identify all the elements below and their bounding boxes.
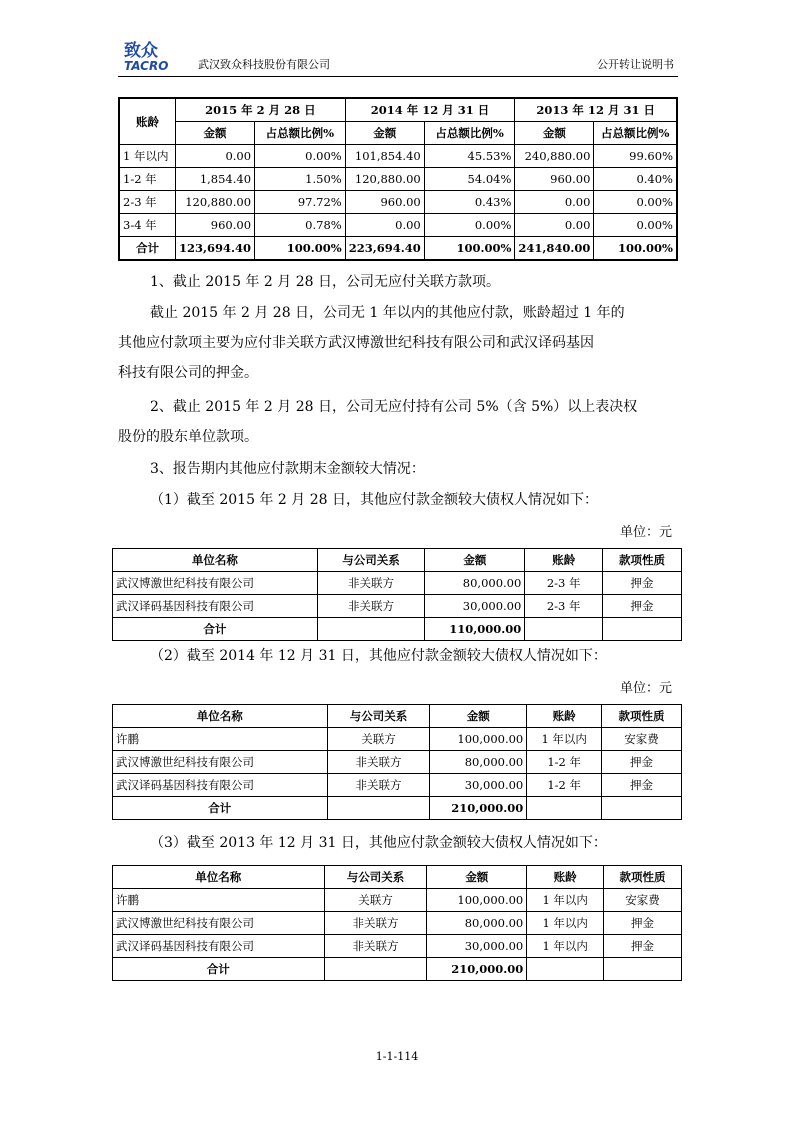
cell: 30,000.00 <box>430 774 527 797</box>
column-header: 单位名称 <box>113 549 318 572</box>
cell: 120,880.00 <box>345 168 424 191</box>
cell: 0.00 <box>515 214 594 237</box>
cell <box>603 618 682 641</box>
cell: 100.00% <box>594 237 677 261</box>
column-header: 账龄 <box>525 549 603 572</box>
cell: 0.00 <box>176 145 255 168</box>
cell: 押金 <box>604 912 682 935</box>
total-label: 合计 <box>113 618 318 641</box>
cell: 99.60% <box>594 145 677 168</box>
table-row <box>113 889 682 912</box>
cell: 押金 <box>603 572 682 595</box>
cell: 960.00 <box>345 191 424 214</box>
cell: 1-2 年 <box>527 751 602 774</box>
total-label: 合计 <box>113 958 325 981</box>
cell: 2-3 年 <box>525 572 603 595</box>
table-row <box>113 595 682 618</box>
subheader: 金额 <box>515 122 594 145</box>
table-row <box>119 168 677 191</box>
cell: 非关联方 <box>317 572 425 595</box>
creditor-table-2015 <box>112 548 682 641</box>
cell: 960.00 <box>515 168 594 191</box>
paragraph: 3、报告期内其他应付款期末金额较大情况： <box>150 461 425 477</box>
cell: 非关联方 <box>317 595 425 618</box>
table-row <box>113 751 682 774</box>
cell: 80,000.00 <box>427 912 527 935</box>
svg-text:致众: 致众 <box>124 41 158 61</box>
cell: 关联方 <box>327 728 430 751</box>
cell: 80,000.00 <box>430 751 527 774</box>
cell: 押金 <box>603 595 682 618</box>
cell: 97.72% <box>255 191 346 214</box>
cell: 1 年以内 <box>527 889 604 912</box>
paragraph: 股份的股东单位款项。 <box>118 429 258 445</box>
cell: 1,854.40 <box>176 168 255 191</box>
cell: 240,880.00 <box>515 145 594 168</box>
column-header: 单位名称 <box>113 705 328 728</box>
cell: 0.00 <box>345 214 424 237</box>
total-row <box>113 797 682 820</box>
cell: 许鹏 <box>113 889 325 912</box>
cell: 安家费 <box>602 728 682 751</box>
document-title: 公开转让说明书 <box>597 58 674 71</box>
section-heading: （1）截至 2015 年 2 月 28 日，其他应付款金额较大债权人情况如下： <box>150 492 598 508</box>
cell: 0.00 <box>515 191 594 214</box>
column-header: 与公司关系 <box>324 866 427 889</box>
cell: 武汉译码基因科技有限公司 <box>113 935 325 958</box>
subheader: 占总额比例% <box>594 122 677 145</box>
cell: 1 年以内 <box>527 912 604 935</box>
cell: 许鹏 <box>113 728 328 751</box>
cell: 1.50% <box>255 168 346 191</box>
creditor-table-2014 <box>112 704 682 820</box>
company-name: 武汉致众科技股份有限公司 <box>198 58 330 71</box>
aging-row-header: 账龄 <box>119 98 176 145</box>
cell <box>324 958 427 981</box>
cell: 100,000.00 <box>430 728 527 751</box>
column-header: 金额 <box>425 549 525 572</box>
cell: 安家费 <box>604 889 682 912</box>
cell: 押金 <box>602 751 682 774</box>
aging-label: 1-2 年 <box>119 168 176 191</box>
cell: 武汉博激世纪科技有限公司 <box>113 912 325 935</box>
period-header: 2014 年 12 月 31 日 <box>345 98 515 122</box>
total-amount: 210,000.00 <box>430 797 527 820</box>
period-header: 2013 年 12 月 31 日 <box>515 98 677 122</box>
cell <box>525 618 603 641</box>
cell: 241,840.00 <box>515 237 594 261</box>
table-row <box>113 728 682 751</box>
column-header: 金额 <box>427 866 527 889</box>
paragraph: 其他应付款项主要为应付非关联方武汉博激世纪科技有限公司和武汉译码基因 <box>118 335 594 351</box>
subheader: 占总额比例% <box>255 122 346 145</box>
svg-text:TACRO: TACRO <box>124 59 169 72</box>
total-amount: 210,000.00 <box>427 958 527 981</box>
cell: 武汉博激世纪科技有限公司 <box>113 572 318 595</box>
aging-label: 2-3 年 <box>119 191 176 214</box>
paragraph: 2、截止 2015 年 2 月 28 日，公司无应付持有公司 5%（含 5%）以上表决权 <box>150 399 638 415</box>
cell: 0.00% <box>424 214 515 237</box>
cell <box>602 797 682 820</box>
table-row <box>119 214 677 237</box>
table-row <box>113 912 682 935</box>
cell: 54.04% <box>424 168 515 191</box>
unit-label: 单位：元 <box>620 681 673 696</box>
cell: 100.00% <box>424 237 515 261</box>
section-heading: （2）截至 2014 年 12 月 31 日，其他应付款金额较大债权人情况如下： <box>150 648 607 664</box>
cell: 0.00% <box>594 214 677 237</box>
cell: 2-3 年 <box>525 595 603 618</box>
total-label: 合计 <box>119 237 176 261</box>
cell: 0.43% <box>424 191 515 214</box>
table-row <box>113 774 682 797</box>
paragraph: 截止 2015 年 2 月 28 日，公司无 1 年以内的其他应付款，账龄超过 1 年的 <box>150 305 625 321</box>
cell <box>317 618 425 641</box>
aging-label: 1 年以内 <box>119 145 176 168</box>
column-header: 与公司关系 <box>317 549 425 572</box>
table-row <box>113 572 682 595</box>
column-header: 款项性质 <box>602 705 682 728</box>
cell <box>527 958 604 981</box>
cell: 押金 <box>602 774 682 797</box>
cell: 0.78% <box>255 214 346 237</box>
total-row <box>119 237 677 261</box>
page-number: 1-1-114 <box>375 1050 419 1063</box>
cell: 100,000.00 <box>427 889 527 912</box>
subheader: 金额 <box>345 122 424 145</box>
column-header: 账龄 <box>527 866 604 889</box>
cell: 30,000.00 <box>427 935 527 958</box>
cell: 1 年以内 <box>527 935 604 958</box>
cell: 223,694.40 <box>345 237 424 261</box>
cell: 30,000.00 <box>425 595 525 618</box>
paragraph: 科技有限公司的押金。 <box>118 365 258 381</box>
column-header: 单位名称 <box>113 866 325 889</box>
column-header: 与公司关系 <box>327 705 430 728</box>
table-row <box>119 145 677 168</box>
column-header: 款项性质 <box>604 866 682 889</box>
cell: 101,854.40 <box>345 145 424 168</box>
total-amount: 110,000.00 <box>425 618 525 641</box>
column-header: 账龄 <box>527 705 602 728</box>
cell: 960.00 <box>176 214 255 237</box>
unit-label: 单位：元 <box>620 525 673 540</box>
cell: 100.00% <box>255 237 346 261</box>
cell: 45.53% <box>424 145 515 168</box>
cell: 非关联方 <box>327 751 430 774</box>
company-logo <box>122 40 190 72</box>
table-row <box>119 191 677 214</box>
table-row <box>113 935 682 958</box>
cell: 非关联方 <box>324 912 427 935</box>
cell <box>527 797 602 820</box>
cell: 押金 <box>604 935 682 958</box>
total-row <box>113 618 682 641</box>
cell: 非关联方 <box>327 774 430 797</box>
column-header: 金额 <box>430 705 527 728</box>
subheader: 金额 <box>176 122 255 145</box>
cell: 80,000.00 <box>425 572 525 595</box>
aging-table <box>118 97 678 261</box>
cell: 123,694.40 <box>176 237 255 261</box>
period-header: 2015 年 2 月 28 日 <box>176 98 346 122</box>
cell: 120,880.00 <box>176 191 255 214</box>
cell: 0.40% <box>594 168 677 191</box>
total-label: 合计 <box>113 797 328 820</box>
paragraph: 1、截止 2015 年 2 月 28 日，公司无应付关联方款项。 <box>150 274 500 290</box>
cell: 武汉博激世纪科技有限公司 <box>113 751 328 774</box>
cell: 武汉译码基因科技有限公司 <box>113 595 318 618</box>
cell: 0.00% <box>255 145 346 168</box>
column-header: 款项性质 <box>603 549 682 572</box>
cell <box>604 958 682 981</box>
page-header <box>118 40 678 77</box>
section-heading: （3）截至 2013 年 12 月 31 日，其他应付款金额较大债权人情况如下： <box>150 835 607 851</box>
cell: 关联方 <box>324 889 427 912</box>
cell: 1 年以内 <box>527 728 602 751</box>
creditor-table-2013 <box>112 865 682 981</box>
cell <box>327 797 430 820</box>
cell: 武汉译码基因科技有限公司 <box>113 774 328 797</box>
subheader: 占总额比例% <box>424 122 515 145</box>
cell: 0.00% <box>594 191 677 214</box>
cell: 1-2 年 <box>527 774 602 797</box>
cell: 非关联方 <box>324 935 427 958</box>
total-row <box>113 958 682 981</box>
aging-label: 3-4 年 <box>119 214 176 237</box>
